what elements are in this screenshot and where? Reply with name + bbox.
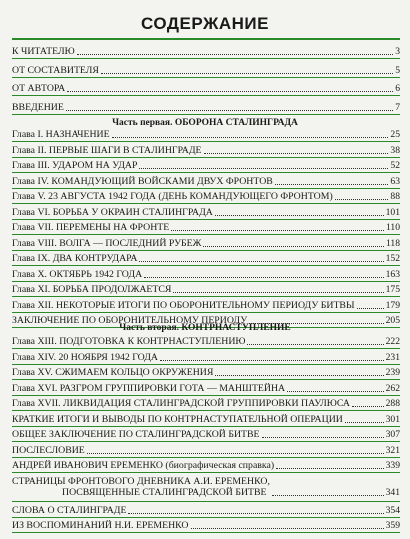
page-number: 152	[385, 253, 400, 264]
dot-leader	[77, 54, 394, 55]
separator-rule	[12, 472, 400, 473]
separator-rule	[12, 312, 400, 313]
separator-rule	[12, 517, 400, 518]
toc-entry-chapter	[12, 336, 400, 347]
page-number: 359	[385, 520, 400, 531]
page-number: 231	[385, 351, 400, 363]
toc-entry-chapter	[12, 429, 400, 440]
separator-rule	[12, 58, 400, 59]
title-rule	[12, 38, 400, 40]
entry-title	[12, 476, 272, 498]
dot-leader	[139, 168, 388, 169]
entry-title: Глава VI. БОРЬБА У ОКРАИН СТАЛИНГРАДА	[12, 206, 213, 218]
page-number: 321	[385, 444, 400, 456]
dot-leader	[173, 292, 383, 293]
separator-rule	[12, 281, 400, 282]
dot-leader	[247, 344, 383, 345]
entry-title: КРАТКИЕ ИТОГИ И ВЫВОДЫ ПО КОНТРНАСТУПАТЕЛЬНОЙ ОПЕРАЦИИ	[12, 413, 343, 425]
dot-leader	[87, 453, 384, 454]
entry-title-line1: СТРАНИЦЫ ФРОНТОВОГО ДНЕВНИКА А.И. ЕРЕМЕНКО,	[12, 475, 270, 487]
entry-title: Глава XV. СЖИМАЕМ КОЛЬЦО ОКРУЖЕНИЯ	[12, 367, 214, 378]
dot-leader	[144, 277, 383, 278]
dot-leader	[215, 375, 383, 376]
entry-title: Глава XVI. РАЗГРОМ ГРУППИРОВКИ ГОТА — МАНШТЕЙНА	[12, 382, 286, 394]
entry-title: Глава IV. КОМАНДУЮЩИЙ ВОЙСКАМИ ДВУХ ФРОНТОВ	[12, 175, 273, 187]
toc-entry-chapter	[12, 300, 400, 311]
dot-leader	[101, 73, 393, 74]
dot-leader	[204, 153, 389, 154]
entry-title: Глава XIV. 20 НОЯБРЯ 1942 ГОДА	[12, 351, 158, 363]
page-number: 222	[385, 336, 400, 347]
entry-title: Глава VIII. ВОЛГА — ПОСЛЕДНИЙ РУБЕЖ	[12, 237, 202, 249]
entry-title: ОТ АВТОРА	[12, 83, 66, 94]
entry-title: Глава III. УДАРОМ НА УДАР	[12, 160, 138, 171]
separator-rule	[12, 410, 400, 411]
toc-entry-chapter	[12, 253, 400, 264]
dot-leader	[66, 110, 393, 111]
toc-entry-front	[12, 83, 400, 94]
toc-entry-chapter	[12, 520, 400, 531]
separator-rule	[12, 379, 400, 380]
toc-entry-chapter	[12, 269, 400, 280]
page-number: 52	[390, 160, 400, 171]
page-number: 101	[385, 206, 400, 218]
dot-leader	[272, 495, 384, 496]
page-number: 63	[390, 175, 400, 187]
toc-entry-chapter	[12, 160, 400, 171]
toc-entry-front	[12, 102, 400, 113]
page-number: 7	[395, 101, 400, 113]
page-number: 118	[385, 237, 400, 249]
dot-leader	[275, 184, 389, 185]
page-number: 6	[395, 83, 400, 94]
dot-leader	[112, 137, 389, 138]
toc-entry-chapter	[12, 445, 400, 456]
entry-title: Глава X. ОКТЯБРЬ 1942 ГОДА	[12, 268, 143, 280]
toc-entry-chapter	[12, 367, 400, 378]
dot-leader	[67, 91, 393, 92]
part-heading: Часть вторая. КОНТРНАСТУПЛЕНИЕ	[119, 323, 291, 333]
toc-entry-chapter	[12, 460, 400, 471]
dot-leader	[287, 391, 383, 392]
separator-rule	[12, 157, 400, 158]
separator-rule	[12, 426, 400, 427]
entry-title: ЗАКЛЮЧЕНИЕ ПО ОБОРОНИТЕЛЬНОМУ ПЕРИОДУ	[12, 315, 248, 326]
separator-rule	[12, 364, 400, 365]
entry-title: Глава XI. БОРЬБА ПРОДОЛЖАЕТСЯ	[12, 284, 172, 295]
entry-title: Глава XII. НЕКОТОРЫЕ ИТОГИ ПО ОБОРОНИТЕЛЬНОМУ ПЕРИОДУ БИТВЫ	[12, 299, 355, 311]
separator-rule	[12, 188, 400, 189]
separator-rule	[12, 172, 400, 173]
page-number: 175	[385, 284, 400, 295]
dot-leader	[345, 422, 384, 423]
page-number: 5	[395, 64, 400, 76]
dot-leader	[215, 215, 384, 216]
toc-entry-chapter	[12, 145, 400, 156]
separator-rule	[12, 219, 400, 220]
dot-leader	[352, 406, 384, 407]
toc-entry-front	[12, 46, 400, 57]
dot-leader	[276, 468, 383, 469]
page-number: 239	[385, 367, 400, 378]
toc-entry-chapter	[12, 222, 400, 233]
entry-title: К ЧИТАТЕЛЮ	[12, 46, 75, 57]
entry-title: Глава VII. ПЕРЕМЕНЫ НА ФРОНТЕ	[12, 222, 170, 233]
entry-title: АНДРЕЙ ИВАНОВИЧ ЕРЕМЕНКО (биографическая справка)	[12, 460, 275, 471]
toc-entry-front	[12, 65, 400, 76]
separator-rule	[12, 77, 400, 78]
page-number: 301	[385, 413, 400, 425]
dot-leader	[160, 360, 384, 361]
toc-entry-chapter	[12, 398, 400, 409]
entry-title: Глава II. ПЕРВЫЕ ШАГИ В СТАЛИНГРАДЕ	[12, 144, 202, 156]
page-number: 38	[390, 144, 400, 156]
separator-rule	[12, 441, 400, 442]
entry-title: ОБЩЕЕ ЗАКЛЮЧЕНИЕ ПО СТАЛИНГРАДСКОЙ БИТВЕ	[12, 429, 260, 440]
toc-entry-chapter	[12, 129, 400, 140]
toc-entry-chapter	[12, 176, 400, 187]
entry-title-line2: ПОСВЯЩЕННЫЕ СТАЛИНГРАДСКОЙ БИТВЕ	[62, 486, 267, 498]
separator-rule	[12, 296, 400, 297]
page-number: 307	[385, 429, 400, 440]
entry-title: Глава I. НАЗНАЧЕНИЕ	[12, 129, 110, 140]
dot-leader	[335, 199, 389, 200]
toc-entry-chapter	[12, 207, 400, 218]
page-number: 262	[385, 382, 400, 394]
toc-entry-chapter	[12, 284, 400, 295]
dot-leader	[357, 308, 384, 309]
toc-entry-chapter	[12, 383, 400, 394]
dot-leader	[262, 437, 384, 438]
toc-entry-chapter	[12, 505, 400, 516]
entry-title: ВВЕДЕНИЕ	[12, 101, 64, 113]
separator-rule	[12, 95, 400, 96]
entry-title: ПОСЛЕСЛОВИЕ	[12, 444, 85, 456]
entry-title: СЛОВА О СТАЛИНГРАДЕ	[12, 504, 127, 516]
entry-title: ИЗ ВОСПОМИНАНИЙ Н.И. ЕРЕМЕНКО	[12, 520, 189, 531]
separator-rule	[12, 501, 400, 502]
entry-title: Глава XIII. ПОДГОТОВКА К КОНТРНАСТУПЛЕНИЮ	[12, 336, 246, 347]
page-number: 88	[390, 191, 400, 202]
page-number: 288	[385, 398, 400, 409]
separator-rule	[12, 348, 400, 349]
page-number: 110	[385, 222, 400, 233]
page-number: 25	[390, 129, 400, 140]
separator-rule	[12, 532, 400, 533]
page-number: 354	[385, 504, 400, 516]
page-number: 339	[385, 460, 400, 471]
dot-leader	[191, 528, 384, 529]
toc-entry-chapter	[12, 191, 400, 202]
entry-title: Глава XVII. ЛИКВИДАЦИЯ СТАЛИНГРАДСКОЙ ГРУППИРОВКИ ПАУЛЮСА	[12, 398, 350, 409]
page-number: 205	[385, 315, 400, 326]
dot-leader	[171, 230, 384, 231]
separator-rule	[12, 141, 400, 142]
page-number: 179	[385, 299, 400, 311]
separator-rule	[12, 457, 400, 458]
separator-rule	[12, 203, 400, 204]
entry-title: Глава V. 23 АВГУСТА 1942 ГОДА (ДЕНЬ КОМАНДУЮЩЕГО ФРОНТОМ)	[12, 191, 333, 202]
toc-entry-chapter	[12, 238, 400, 249]
entry-title: Глава IX. ДВА КОНТРУДАРА	[12, 253, 138, 264]
part-heading: Часть первая. ОБОРОНА СТАЛИНГРАДА	[112, 118, 298, 128]
separator-rule	[12, 395, 400, 396]
toc-entry-chapter	[12, 352, 400, 363]
dot-leader	[203, 246, 384, 247]
toc-entry-chapter	[12, 414, 400, 425]
page-number: 3	[395, 46, 400, 57]
toc-entry-chapter	[12, 476, 400, 498]
separator-rule	[12, 265, 400, 266]
page-title: СОДЕРЖАНИЕ	[141, 14, 269, 33]
dot-leader	[139, 261, 383, 262]
separator-rule	[12, 114, 400, 115]
entry-title: ОТ СОСТАВИТЕЛЯ	[12, 64, 99, 76]
separator-rule	[12, 234, 400, 235]
page-number: 163	[385, 268, 400, 280]
separator-rule	[12, 250, 400, 251]
page-number: 341	[385, 486, 400, 498]
dot-leader	[128, 513, 383, 514]
